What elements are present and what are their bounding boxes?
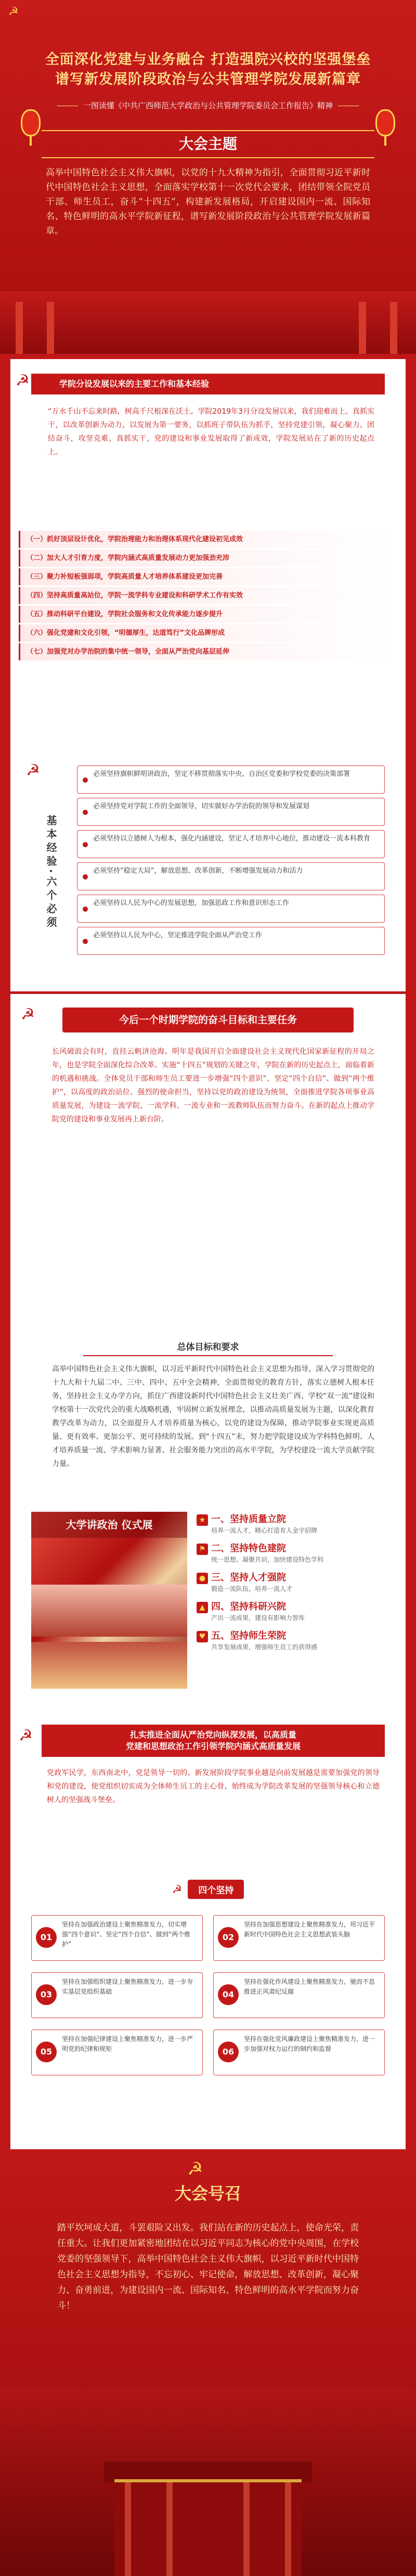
section5-text: 党政军民学，东西南北中，党是领导一切的。新发展阶段学院事业越是向前发展越是需要加强党的领导和党的建设，使党组织切实成为全体师生员工的主心骨，始终成为学院改革发展的坚强领导核心和立德树人的坚强战斗堡垒。 bbox=[47, 1769, 380, 1804]
cell-text: 坚持在加强思想建设上聚焦精准发力，用习近平新时代中国特色社会主义思想武装头脑 bbox=[244, 1921, 375, 1938]
list-item: （二）加大人才引育力度，学院内涵式高质量发展动力更加强劲充沛 bbox=[19, 550, 397, 567]
section-goals-tasks bbox=[10, 994, 406, 1332]
flag-icon: ⚑ bbox=[197, 1544, 208, 1555]
adherence-desc: 锻造一流队伍，培养一流人才 bbox=[211, 1585, 293, 1592]
party-emblem-icon: ☭ bbox=[16, 372, 30, 390]
heart-icon: ♥ bbox=[197, 1631, 208, 1642]
footer-text: 踏平坎坷成大道，斗罢艰险又出发。我们站在新的历史起点上，使命光荣，责任重大。让我们更加紧密地团结在以习近平同志为核心的党中央周围，在学校党委的坚强领导下，高举中国特色社会主义伟大旗帜，以习近平新时代中国特色社会主义思想为指导，不忘初心、牢记使命，解放思想、改革创新，凝心聚力、奋勇前进，为建设国内一流、国际知名、特色鲜明的高水平学院而努力奋斗！ bbox=[57, 2223, 359, 2311]
section4-band: 总体目标和要求 bbox=[83, 1340, 333, 1356]
pillar bbox=[390, 302, 397, 354]
person-icon: ● bbox=[197, 1573, 208, 1584]
grid-cell bbox=[31, 1972, 203, 2018]
building-decoration bbox=[0, 291, 416, 354]
section3-banner: 今后一个时期学院的奋斗目标和主要任务 bbox=[62, 1008, 354, 1032]
list-item: （七）加强党对办学治院的集中统一领导，全面从严治党向基层延伸 bbox=[19, 643, 397, 660]
adherence-item bbox=[197, 1628, 390, 1651]
lantern-icon bbox=[21, 109, 41, 136]
pillar bbox=[16, 302, 23, 354]
pillar bbox=[47, 302, 54, 354]
cell-number: 06 bbox=[218, 2042, 239, 2062]
banner-line-1: 扎实推进全面从严治党向纵深发展，以高质量 bbox=[129, 1730, 296, 1740]
grid-cell bbox=[31, 1915, 203, 1961]
pillar bbox=[166, 2482, 173, 2576]
list-item: （一）抓好顶层设计优化，学院治理能力和治理体系现代化建设初见成效 bbox=[19, 531, 397, 548]
adherence-title: 一、坚持质量立院 bbox=[211, 1514, 286, 1525]
subtitle: 一图读懂《中共广西师范大学政治与公共管理学院委员会工作报告》精神 bbox=[10, 100, 406, 111]
list-item: 必须坚持党对学院工作的全面领导，切实做好办学治院的领导和发展谋划 bbox=[77, 798, 385, 826]
grid-cell bbox=[213, 2030, 385, 2075]
cell-number: 02 bbox=[218, 1927, 239, 1948]
grid-cell bbox=[31, 2030, 203, 2075]
adherence-desc: 产出一流成果，建设有影响力智库 bbox=[211, 1614, 305, 1622]
section3-text: 长风破浪会有时，直挂云帆济沧海。明年是我国开启全面建设社会主义现代化国家新征程的开局之年，也是学院全面深化综合改革、实施“十四五”规划的关键之年，学院在新的历史起点上，面临着新的机遇和挑战。全体党员干部和师生员工要进一步增强“四个意识”、坚定“四个自信”、做到“两个维护”，以高度的政治站位、强烈的使命担当，坚持以党的政治建设为统领，全面推进学院各项事业高质量发展，为建设一流学院、一流学科、一流专业和一流教师队伍而努力奋斗。在新的起点上推动学院党的建设和事业发展再上新台阶。 bbox=[52, 1048, 374, 1124]
five-adherences bbox=[197, 1512, 390, 1657]
flask-icon: ▲ bbox=[197, 1602, 208, 1613]
section-work-experience bbox=[10, 359, 406, 731]
cell-number: 04 bbox=[218, 1984, 239, 2005]
header bbox=[0, 0, 416, 354]
photo-caption: 大学讲政治 仪式展 bbox=[31, 1512, 187, 1538]
cell-number: 05 bbox=[36, 2042, 57, 2062]
cell-number: 03 bbox=[36, 1984, 57, 2005]
list-item: （六）强化党建和文化引领，“明德厚生，达道笃行”文化品牌形成 bbox=[19, 624, 397, 642]
title-line-1: 全面深化党建与业务融合 打造强院兴校的坚强堡垒 bbox=[45, 52, 371, 68]
cell-text: 坚持在加强政治建设上聚焦精准发力，切实增强“四个意识”、坚定“四个自信”、做到“两个维护” bbox=[62, 1921, 191, 1948]
four-adherences-heading bbox=[10, 1880, 406, 1899]
star-icon: ★ bbox=[197, 1514, 208, 1526]
pillar bbox=[285, 2482, 291, 2576]
party-emblem-icon: ☭ bbox=[21, 1005, 35, 1024]
cell-text: 坚持在强化作风建设上聚焦精准发力，驰而不息推进正风肃纪反腐 bbox=[244, 1978, 375, 1995]
section1-banner: 学院分设发展以来的主要工作和基本经验 bbox=[31, 374, 385, 394]
list-item: （三）聚力补短板强弱项，学院高质量人才培养体系建设更加完善 bbox=[19, 568, 397, 585]
title-line-2: 谱写新发展阶段政治与公共管理学院发展新篇章 bbox=[55, 71, 361, 87]
list-item: 必须坚持以人民为中心的发展思想，加强思政工作和意识形态工作 bbox=[77, 895, 385, 923]
section-overall-goals bbox=[10, 1332, 406, 1712]
section-six-musts bbox=[10, 731, 406, 991]
list-item: 必须坚持旗帜鲜明讲政治，坚定不移贯彻落实中央、自治区党委和学校党委的决策部署 bbox=[77, 766, 385, 794]
adherence-title: 四、坚持科研兴院 bbox=[211, 1601, 286, 1612]
footer-title: 大会号召 bbox=[174, 2184, 241, 2203]
section1-text: “万水千山不忘来时路，树高千尺根深在沃土。学院2019年3月分设发展以来，我们迎难而上、真抓实干，以改革创新为动力，以发展为第一要务，以抓班子带队伍为抓手，坚持党建引领，凝心聚力、团结奋斗，攻坚克难、真抓实干，党的建设和事业发展取得了新成效，学院发展站在了新的历史起点上。 bbox=[48, 407, 374, 456]
section-party-governance bbox=[10, 1712, 406, 2149]
achievement-list bbox=[19, 531, 397, 662]
photo-panel bbox=[31, 1585, 187, 1637]
pillar bbox=[243, 2482, 250, 2576]
adherence-title: 三、坚持人才强院 bbox=[211, 1572, 286, 1583]
party-emblem-icon: ☭ bbox=[19, 1727, 33, 1745]
party-emblem-icon: ☭ bbox=[187, 2159, 203, 2179]
list-item: （四）坚持高质量高站位，学院一流学科专业建设和科研学术工作有实效 bbox=[19, 587, 397, 604]
section5-banner bbox=[42, 1725, 385, 1757]
adherence-item bbox=[197, 1570, 390, 1593]
cell-text: 坚持在加强纪律建设上聚焦精准发力，进一步严明党的纪律和规矩 bbox=[62, 2035, 193, 2052]
pillar bbox=[359, 302, 366, 354]
photo-panel bbox=[31, 1642, 187, 1689]
theme-intro: 高举中国特色社会主义伟大旗帜，以党的十九大精神为指引，全面贯彻习近平新时代中国特色社会主义思想，全面落实学校第十一次党代会要求，团结带领全院党员干部、师生员工，奋斗“十四五”，构建新发展格局，开启建设国内一流、国际知名、特色鲜明的高水平学院新征程，谱写新发展阶段政治与公共管理学院发展新篇章。 bbox=[46, 168, 370, 236]
event-photo bbox=[31, 1512, 187, 1689]
cell-number: 01 bbox=[36, 1927, 57, 1948]
party-emblem-icon: ☭ bbox=[172, 1883, 183, 1896]
grid-cell bbox=[213, 1915, 385, 1961]
theme-title: 大会主题 bbox=[178, 135, 237, 152]
gate-decoration bbox=[0, 2389, 416, 2576]
cell-text: 坚持在强化党风廉政建设上聚焦精准发力，进一步加强对权力运行的制约和监督 bbox=[244, 2035, 375, 2052]
page-title bbox=[10, 50, 406, 90]
list-item: 必须坚持“稳定大局”，解放思想、改革创新，不断增强发展动力和活力 bbox=[77, 862, 385, 890]
banner-line-2: 党建和思想政治工作引领学院内涵式高质量发展 bbox=[125, 1741, 301, 1751]
cell-text: 坚持在加强组织建设上聚焦精准发力，进一步夯实基层党组织基础 bbox=[62, 1978, 193, 1995]
adherence-title: 五、坚持师生荣院 bbox=[211, 1630, 286, 1641]
party-emblem-icon: ☭ bbox=[8, 5, 19, 18]
adherence-item bbox=[197, 1599, 390, 1622]
lantern-icon bbox=[375, 109, 395, 136]
six-musts-label: 基本经验·六个必须 bbox=[45, 815, 57, 930]
theme-title-bar bbox=[42, 130, 374, 158]
four-adherences-pill: 四个坚持 bbox=[188, 1880, 244, 1899]
adherence-desc: 共享发展成果，增强师生员工的获得感 bbox=[211, 1643, 318, 1651]
adherence-desc: 统一思想、凝聚共识，加快建设特色学科 bbox=[211, 1556, 324, 1563]
list-item: 必须坚持以立德树人为根本，强化内涵建设，坚定人才培养中心地位，推动建设一流本科教育 bbox=[77, 830, 385, 858]
gate-building bbox=[114, 2479, 302, 2576]
adherence-desc: 培养一流人才，精心打造育人金字招牌 bbox=[211, 1527, 318, 1534]
footer-call bbox=[0, 2149, 416, 2576]
six-musts-list bbox=[77, 766, 385, 959]
section4-text: 高举中国特色社会主义伟大旗帜，以习近平新时代中国特色社会主义思想为指导，深入学习贯彻党的十九大和十九届二中、三中、四中、五中全会精神，全面贯彻党的教育方针，落实立德树人根本任务，坚持社会主义办学方向，抓住广西建设新时代中国特色社会主义壮美广西、学校“双一流”建设和学校第十一次党代会的重大战略机遇，牢固树立新发展理念，以推动高质量发展为主题，以深化教育教学改革为动力，以全面提升人才培养质量为核心，以党的建设为保障，推动学院事业实现更高质量、更有效率、更加公平、更可持续的发展。到“十四五”末，努力把学院建设成为学科特色鲜明、人才培养质量一流、学术影响力显著、社会服务能力突出的高水平学院，为学校建设一流大学贡献学院力量。 bbox=[52, 1365, 374, 1468]
list-item: （五）推动科研平台建设，学院社会服务和文化传承能力逐步提升 bbox=[19, 606, 397, 623]
pillar bbox=[125, 2482, 131, 2576]
adherence-title: 二、坚持特色建院 bbox=[211, 1543, 286, 1554]
adherence-item bbox=[197, 1541, 390, 1564]
list-item: 必须坚持以人民为中心，坚定推进学院全面从严治党工作 bbox=[77, 927, 385, 955]
grid-cell bbox=[213, 1972, 385, 2018]
adherence-item bbox=[197, 1512, 390, 1535]
party-emblem-icon: ☭ bbox=[26, 761, 40, 780]
